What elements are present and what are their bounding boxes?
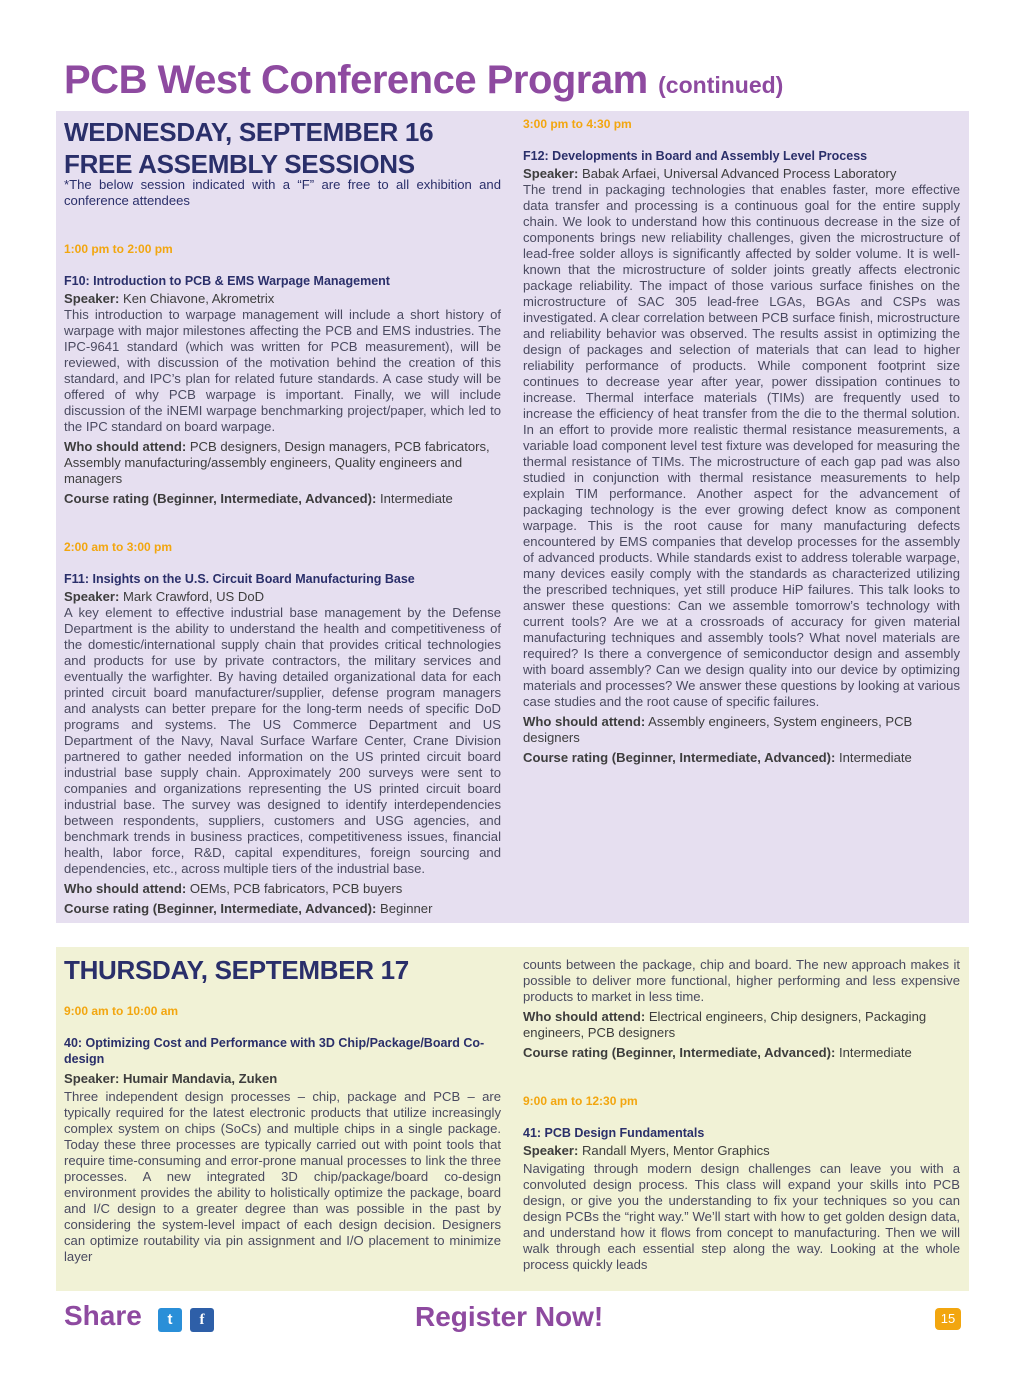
session-time: 1:00 pm to 2:00 pm bbox=[64, 242, 173, 256]
register-now-link[interactable]: Register Now! bbox=[415, 1301, 604, 1332]
thursday-panel bbox=[56, 947, 969, 1291]
page-title bbox=[64, 58, 783, 103]
who-value: Electrical engineers, Chip designers, Packaging engineers, PCB designers bbox=[523, 1009, 927, 1040]
rating-value: Intermediate bbox=[835, 1045, 912, 1060]
day-heading-thursday: THURSDAY, SEPTEMBER 17 bbox=[64, 955, 409, 985]
course-rating bbox=[64, 491, 501, 507]
rating-label: Course rating (Beginner, Intermediate, Advanced): bbox=[64, 491, 377, 506]
speaker-label: Speaker: bbox=[523, 166, 579, 181]
session-title: 40: Optimizing Cost and Performance with 3D Chip/Package/Board Co-design bbox=[64, 1036, 485, 1066]
who-should-attend bbox=[64, 881, 501, 897]
day-heading-wednesday: WEDNESDAY, SEPTEMBER 16 bbox=[64, 117, 434, 147]
session-41 bbox=[523, 1093, 960, 1273]
course-rating bbox=[523, 1045, 960, 1061]
rating-value: Beginner bbox=[376, 901, 433, 916]
speaker-label: Speaker: bbox=[64, 1071, 120, 1086]
session-time: 9:00 am to 12:30 pm bbox=[523, 1094, 638, 1108]
who-should-attend bbox=[64, 439, 501, 487]
who-label: Who should attend: bbox=[64, 439, 187, 454]
course-rating bbox=[523, 750, 960, 766]
session-description-continued: counts between the package, chip and board. The new approach makes it possible to deliver more functional, higher performing and less expensive products to market in less time. bbox=[523, 957, 960, 1004]
session-description: The trend in packaging technologies that enables faster, more effective data transfer and processing is a continuous goal for the entire supply chain. We look to understand how this continuous decrease in the size of components brings new reliability challenges, given the microstructure of lead-free solder alloys is significantly affected by solder volume. It is well-known that the microstructure of solder joints greatly affects electronic package reliability. The impact of those various surface finishes on the microstructure of SAC 305 lead-free LGAs, BGAs and CSPs was investigated. A clear correlation between PCB surface finish, microstructure and reliability behavior was observed. The results assist in optimizing the design of packages and selection of materials that can lead to higher reliability performance of products. While component footprint size continues to decrease year after year, power dissipation continues to increase. Thermal interface materials (TIMs) are frequently used to increase the efficiency of heat transfer from the die to the thermal solution. In an effort to provide more realistic thermal resistance measurements, a variable load component level test fixture was developed for measuring the thermal resistance of TIMs. The microstructure of each gap pad was also studied in conjunction with thermal resistance measurements to help explain TIM performance. Another aspect for the advancement of packaging technology is the ever growing defect know as component warpage. This is the root cause for many manufacturing defects encountered by EMS companies that develop processes for the assembly of advanced products. While standards exist to address tolerable warpage, many devices easily comply with the standards as characterized utilizing the prescribed techniques, yet still produce HiP failures. This talk looks to answer these questions: Can we assemble tomorrow’s technology with current tools? Are we at a crossroads of accuracy for given material manufacturing techniques and assembly tools? What novel materials are required? Is there a convergence of semiconductor design and assembly with board assembly? Can we design quality into our device by optimizing materials and processes? We answer these questions by looking at various case studies and the root cause of specific failures. bbox=[523, 182, 960, 709]
who-value: OEMs, PCB fabricators, PCB buyers bbox=[186, 881, 403, 896]
who-label: Who should attend: bbox=[523, 1009, 646, 1024]
page-title-main: PCB West Conference Program bbox=[64, 58, 648, 102]
session-f10 bbox=[64, 241, 501, 507]
wednesday-left-column bbox=[64, 115, 501, 917]
free-sessions-note: *The below session indicated with a “F” are free to all exhibition and conference attendees bbox=[64, 177, 501, 208]
who-label: Who should attend: bbox=[64, 881, 187, 896]
rating-label: Course rating (Beginner, Intermediate, Advanced): bbox=[523, 750, 836, 765]
session-time: 9:00 am to 10:00 am bbox=[64, 1004, 179, 1018]
speaker-name: Humair Mandavia, Zuken bbox=[119, 1071, 278, 1086]
thursday-left-column bbox=[64, 953, 501, 1265]
twitter-icon[interactable]: t bbox=[158, 1308, 182, 1332]
who-should-attend bbox=[523, 714, 960, 746]
rating-value: Intermediate bbox=[376, 491, 453, 506]
speaker-label: Speaker: bbox=[64, 291, 120, 306]
speaker-name: Babak Arfaei, Universal Advanced Process Laboratory bbox=[578, 166, 897, 181]
free-sessions-heading: FREE ASSEMBLY SESSIONS bbox=[64, 149, 415, 179]
rating-value: Intermediate bbox=[835, 750, 912, 765]
thursday-right-column bbox=[523, 957, 960, 1273]
who-value: PCB designers, Design managers, PCB fabricators, Assembly manufacturing/assembly engineers, Quality engineers and managers bbox=[64, 439, 490, 486]
share-label: Share bbox=[64, 1300, 142, 1331]
page-title-continued: (continued) bbox=[658, 72, 784, 98]
facebook-icon[interactable]: f bbox=[190, 1308, 214, 1332]
session-time: 2:00 am to 3:00 pm bbox=[64, 540, 173, 554]
speaker-line bbox=[523, 166, 960, 182]
session-description: Three independent design processes – chip, package and PCB – are typically required for the latest electronic products that utilize increasingly complex system on chips (SoCs) and multiple chips in a single package. Today these three processes are typically carried out with point tools that require time-consuming and error-prone manual processes to link the three processes. A new integrated 3D chip/package/board co-design environment provides the ability to holistically optimize the package, board and I/C design to a greater degree than was possible in the past by considering the system-level impact of each design decision. Designers can optimize routability via pin assignment and I/O placement to minimize layer bbox=[64, 1089, 501, 1264]
wednesday-right-column bbox=[523, 116, 960, 766]
session-title: F10: Introduction to PCB & EMS Warpage Management bbox=[64, 274, 390, 288]
wednesday-panel bbox=[56, 111, 969, 923]
speaker-name: Randall Myers, Mentor Graphics bbox=[578, 1143, 770, 1158]
who-label: Who should attend: bbox=[523, 714, 646, 729]
speaker-name: Ken Chiavone, Akrometrix bbox=[119, 291, 275, 306]
speaker-line bbox=[64, 291, 501, 307]
page-number: 15 bbox=[935, 1308, 961, 1330]
session-title: F12: Developments in Board and Assembly Level Process bbox=[523, 149, 868, 163]
who-should-attend bbox=[523, 1009, 960, 1041]
rating-label: Course rating (Beginner, Intermediate, Advanced): bbox=[523, 1045, 836, 1060]
session-description: A key element to effective industrial base management by the Defense Department is the ability to understand the health and competitiveness of the domestic/international supply chain that provides critical technologies and products for use by private contractors, the military services and eventually the warfighter. By having detailed organizational data for each printed circuit board manufacturer/supplier, defense program managers and analysts can better prepare for the long-term needs of specific DoD programs and systems. The US Commerce Department and US Department of the Navy, Naval Surface Warfare Center, Crane Division partnered to gather needed information on the US printed circuit board industrial base supply chain. Approximately 200 surveys were sent to companies and organizations representing the US printed circuit board industrial base. The survey was designed to identify interdependencies between respondents, suppliers, customers and USG agencies, and benchmark trends in business practices, competitiveness issues, financial health, labor force, R&D, capital expenditures, foreign sourcing and dependencies, etc., across multiple tiers of the industrial base. bbox=[64, 605, 501, 876]
session-40 bbox=[64, 1003, 501, 1265]
session-title: F11: Insights on the U.S. Circuit Board Manufacturing Base bbox=[64, 572, 415, 586]
session-title: 41: PCB Design Fundamentals bbox=[523, 1126, 705, 1140]
session-time: 3:00 pm to 4:30 pm bbox=[523, 117, 632, 131]
speaker-line bbox=[523, 1143, 960, 1159]
speaker-label: Speaker: bbox=[64, 589, 120, 604]
rating-label: Course rating (Beginner, Intermediate, Advanced): bbox=[64, 901, 377, 916]
session-description: Navigating through modern design challenges can leave you with a convoluted design process. This class will expand your skills into PCB design, or give you the understanding to fix your techniques so you can design PCBs the “right way.” We’ll start with how to get golden design data, and understand how it flows from concept to manufacturing. Then we will walk through each essential step along the way. Looking at the whole process quickly leads bbox=[523, 1161, 960, 1272]
speaker-name: Mark Crawford, US DoD bbox=[119, 589, 265, 604]
session-description: This introduction to warpage management will include a short history of warpage with major milestones affecting the PCB and EMS industries. The IPC-9641 standard (which was written for PCB measurement), will be reviewed, with discussion of the motivation behind the creation of this standard, and IPC’s plan for related future standards. A case study will be offered of why PCB warpage is important. Finally, we will include discussion of the iNEMI warpage benchmarking project/paper, which led to the IPC standard on board warpage. bbox=[64, 307, 501, 434]
session-f12 bbox=[523, 116, 960, 766]
speaker-line bbox=[64, 1071, 501, 1087]
speaker-label: Speaker: bbox=[523, 1143, 579, 1158]
speaker-line bbox=[64, 589, 501, 605]
who-value: Assembly engineers, System engineers, PCB designers bbox=[523, 714, 913, 745]
session-f11 bbox=[64, 539, 501, 917]
footer bbox=[0, 1298, 1024, 1342]
course-rating bbox=[64, 901, 501, 917]
